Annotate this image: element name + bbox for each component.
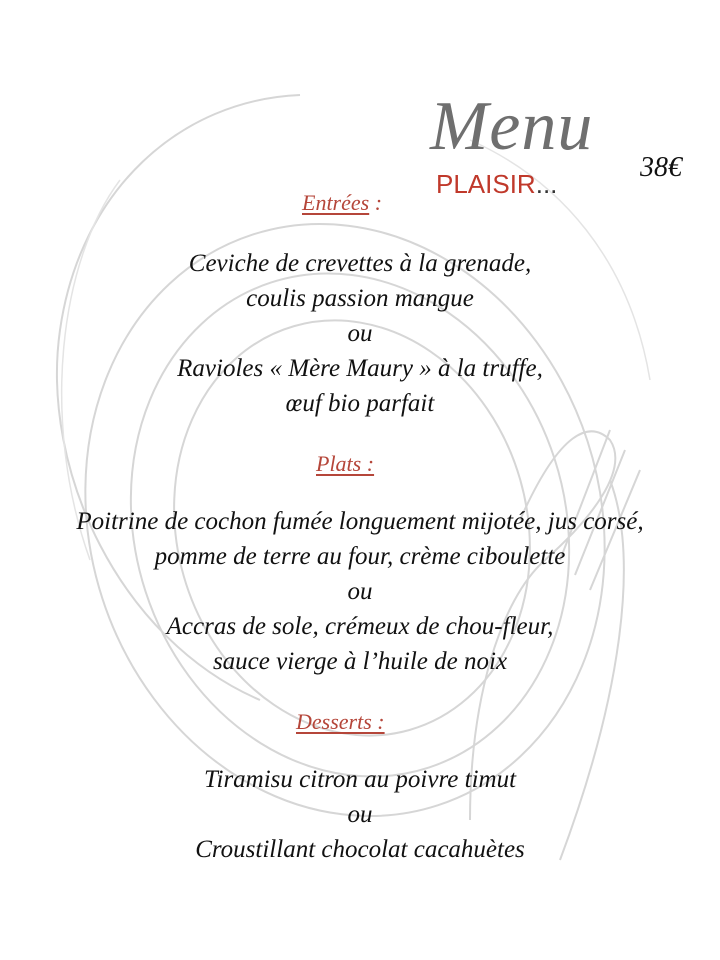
plat-line: Poitrine de cochon fumée longuement mijotée, jus corsé, [76,508,644,535]
section-title-entrees-colon: : [369,190,383,215]
logo-subtitle [436,170,557,198]
plat-line: pomme de terre au four, crème ciboulette [154,543,566,570]
entree-line: Ceviche de crevettes à la grenade, [188,250,532,277]
menu-plaisir-logo [430,88,620,212]
dessert-line: Tiramisu citron au poivre timut [203,766,517,793]
dessert-line: Croustillant chocolat cacahuètes [195,836,525,863]
section-title-entrees-label: Entrées [302,190,370,215]
entree-separator: ou [347,320,373,347]
menu-price: 38€ [640,152,682,183]
section-title-entrees [302,190,382,216]
dessert-separator: ou [347,801,373,828]
section-title-desserts-label: Desserts : [296,709,385,734]
logo-script-text: Menu [430,88,594,165]
entree-line: coulis passion mangue [246,285,474,312]
section-title-desserts [296,709,385,735]
section-title-plats-label: Plats : [316,451,375,476]
section-title-plats [316,451,374,477]
plat-separator: ou [347,578,373,605]
entree-line: Ravioles « Mère Maury » à la truffe, [177,355,543,382]
logo-word: PLAISIR [436,169,536,199]
plat-line: Accras de sole, crémeux de chou-fleur, [166,613,554,640]
entree-line: œuf bio parfait [285,390,435,417]
logo-dots: ... [535,169,558,199]
plat-line: sauce vierge à l’huile de noix [212,648,508,675]
